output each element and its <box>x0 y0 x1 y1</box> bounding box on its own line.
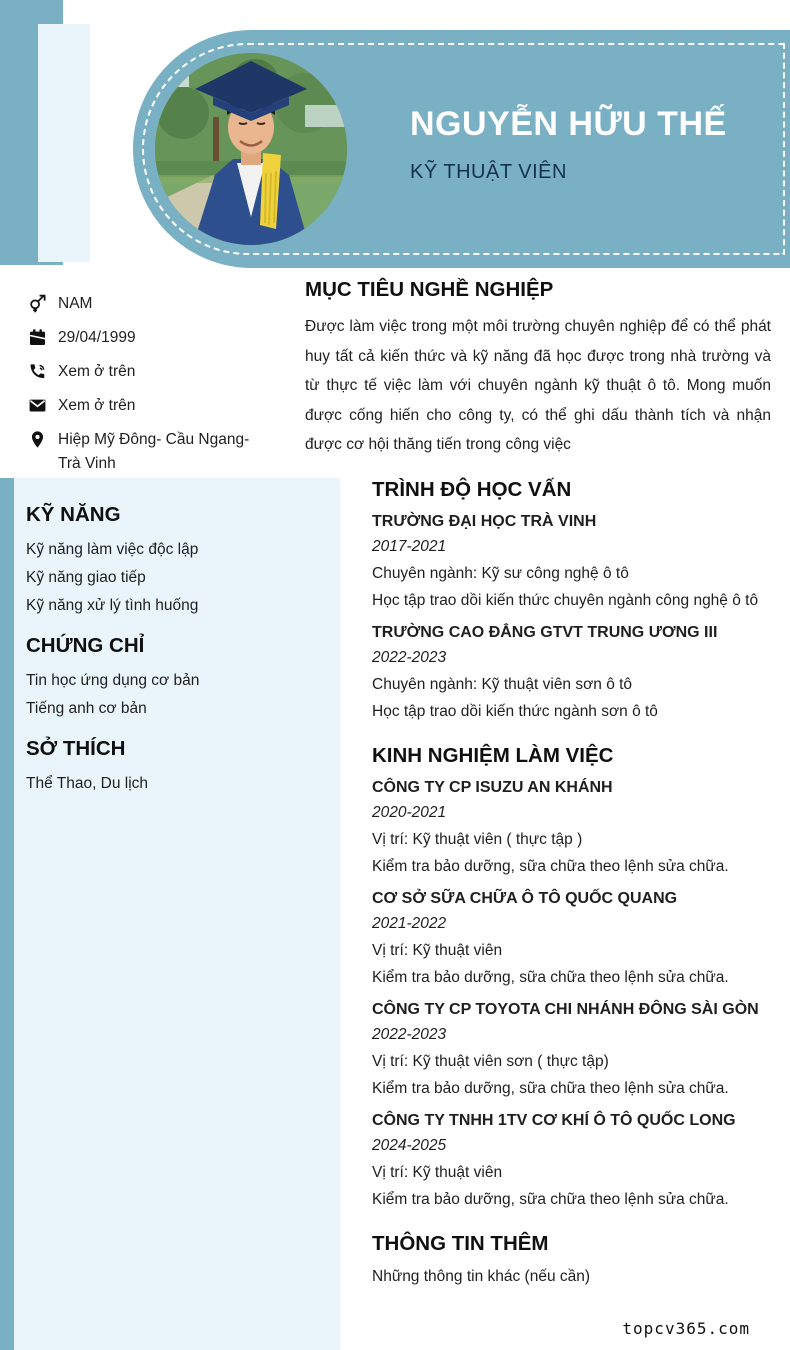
certificates-section <box>26 634 320 723</box>
experience-entry <box>372 778 776 877</box>
experience-entry <box>372 1111 776 1210</box>
education-entry <box>372 512 776 611</box>
education-entry <box>372 623 776 722</box>
certificate-item: Tiếng anh cơ bản <box>26 700 147 717</box>
certificates-heading: CHỨNG CHỈ <box>26 634 145 657</box>
experience-period: 2022-2023 <box>372 1026 447 1043</box>
experience-entry <box>372 1000 776 1099</box>
skill-item: Kỹ năng giao tiếp <box>26 569 146 586</box>
education-detail: Học tập trao dồi kiến thức chuyên ngành công nghệ ô tô <box>372 592 759 609</box>
skill-item: Kỹ năng làm việc độc lập <box>26 541 199 558</box>
experience-detail: Kiểm tra bảo dưỡng, sữa chữa theo lệnh sửa chữa. <box>372 1080 729 1097</box>
contact-row-email <box>28 394 290 418</box>
skills-heading: KỸ NĂNG <box>26 503 121 526</box>
company-name: CÔNG TY TNHH 1TV CƠ KHÍ Ô TÔ QUỐC LONG <box>372 1112 736 1129</box>
main-content <box>372 478 776 1309</box>
experience-period: 2020-2021 <box>372 804 447 821</box>
address-value: Hiệp Mỹ Đông- Cầu Ngang- Trà Vinh <box>58 431 250 472</box>
location-icon <box>28 430 47 449</box>
experience-period: 2024-2025 <box>372 1137 447 1154</box>
header-banner <box>133 30 790 268</box>
education-detail: Chuyên ngành: Kỹ thuật viên sơn ô tô <box>372 676 633 693</box>
education-detail: Học tập trao dồi kiến thức ngành sơn ô tô <box>372 703 658 720</box>
experience-section <box>372 744 776 1210</box>
contact-row-gender <box>28 292 290 316</box>
experience-entry <box>372 889 776 988</box>
corner-light-block <box>38 24 90 262</box>
hobbies-section <box>26 737 320 798</box>
education-detail: Chuyên ngành: Kỹ sư công nghệ ô tô <box>372 565 629 582</box>
objective-text: Được làm việc trong một môi trường chuyên nghiệp để có thể phát huy tất cả kiến thức và kỹ năng đã học được trong nhà trường và từ thực tế việc làm với chuyên ngành kỹ thuật ô tô. Mong muốn được cống hiến cho công ty, có thể ghi dấu thành tích và nhận được cơ hội thăng tiến trong công việc <box>305 318 771 453</box>
education-section <box>372 478 776 722</box>
additional-info-heading: THÔNG TIN THÊM <box>372 1232 549 1255</box>
education-period: 2022-2023 <box>372 649 447 666</box>
experience-detail: Kiểm tra bảo dưỡng, sữa chữa theo lệnh sửa chữa. <box>372 1191 729 1208</box>
sidebar-accent-strip <box>0 478 14 1350</box>
skills-section <box>26 503 320 620</box>
company-name: CƠ SỞ SỮA CHỮA Ô TÔ QUỐC QUANG <box>372 890 678 907</box>
additional-info-section <box>372 1232 776 1287</box>
email-value: Xem ở trên <box>58 397 136 414</box>
calendar-icon <box>28 328 47 347</box>
school-name: TRƯỜNG CAO ĐẲNG GTVT TRUNG ƯƠNG III <box>372 624 718 641</box>
hobby-item: Thể Thao, Du lịch <box>26 775 149 792</box>
objective-section <box>305 278 771 460</box>
skill-item: Kỹ năng xử lý tình huống <box>26 597 199 614</box>
contact-row-birthdate <box>28 326 290 350</box>
experience-detail: Vị trí: Kỹ thuật viên ( thực tập ) <box>372 831 583 848</box>
hobbies-heading: SỞ THÍCH <box>26 737 126 760</box>
contact-info <box>28 292 290 486</box>
company-name: CÔNG TY CP TOYOTA CHI NHÁNH ĐÔNG SÀI GÒN <box>372 1001 759 1018</box>
birthdate-value: 29/04/1999 <box>58 329 136 346</box>
gender-icon <box>28 294 47 313</box>
contact-row-phone <box>28 360 290 384</box>
profile-photo-illustration <box>155 53 347 245</box>
experience-detail: Kiểm tra bảo dưỡng, sữa chữa theo lệnh sửa chữa. <box>372 858 729 875</box>
contact-row-address <box>28 428 290 476</box>
objective-heading: MỤC TIÊU NGHỀ NGHIỆP <box>305 278 554 301</box>
phone-icon <box>28 362 47 381</box>
profile-photo <box>155 53 347 245</box>
gender-value: NAM <box>58 295 93 312</box>
experience-heading: KINH NGHIỆM LÀM VIỆC <box>372 744 614 767</box>
experience-detail: Vị trí: Kỹ thuật viên <box>372 1164 503 1181</box>
candidate-name: NGUYỄN HỮU THẾ <box>410 105 727 143</box>
experience-detail: Vị trí: Kỹ thuật viên sơn ( thực tập) <box>372 1053 609 1070</box>
company-name: CÔNG TY CP ISUZU AN KHÁNH <box>372 779 613 796</box>
certificate-item: Tin học ứng dụng cơ bản <box>26 672 200 689</box>
experience-period: 2021-2022 <box>372 915 447 932</box>
school-name: TRƯỜNG ĐẠI HỌC TRÀ VINH <box>372 513 597 530</box>
experience-detail: Kiểm tra bảo dưỡng, sữa chữa theo lệnh sửa chữa. <box>372 969 729 986</box>
email-icon <box>28 396 47 415</box>
additional-info-text: Những thông tin khác (nếu cần) <box>372 1268 591 1285</box>
candidate-job-title: KỸ THUẬT VIÊN <box>410 160 567 183</box>
sidebar <box>14 478 340 1350</box>
header-identity <box>410 104 727 184</box>
brand-watermark: topcv365.com <box>622 1319 750 1338</box>
phone-value: Xem ở trên <box>58 363 136 380</box>
education-period: 2017-2021 <box>372 538 447 555</box>
experience-detail: Vị trí: Kỹ thuật viên <box>372 942 503 959</box>
education-heading: TRÌNH ĐỘ HỌC VẤN <box>372 478 572 501</box>
